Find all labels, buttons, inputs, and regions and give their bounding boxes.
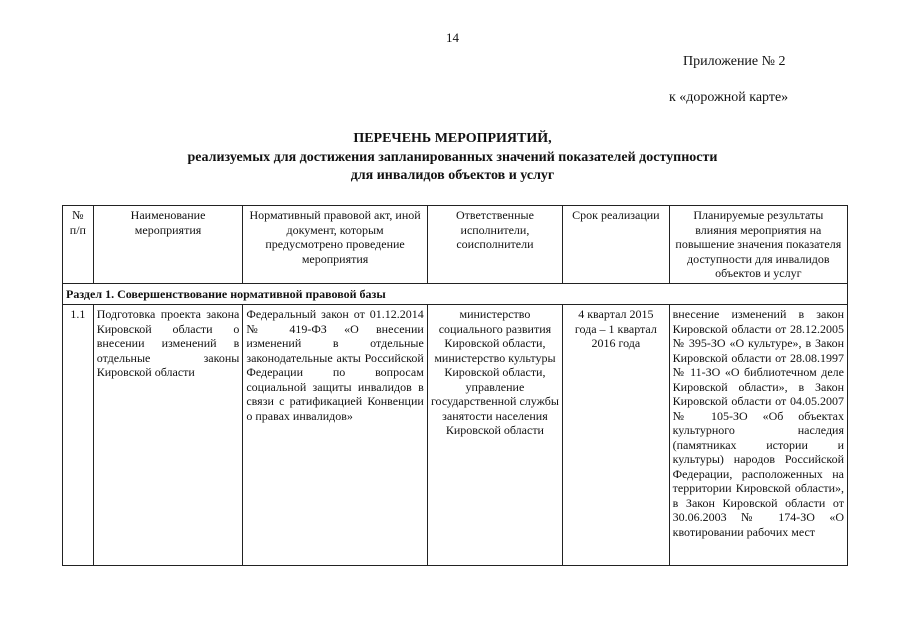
table-header-row <box>63 206 848 284</box>
document-subtitle-line1: реализуемых для достижения запланированных значений показателей доступности <box>187 150 718 165</box>
document-title: ПЕРЕЧЕНЬ МЕРОПРИЯТИЙ, <box>353 131 552 146</box>
header-responsible: Ответственные исполнители, соисполнители <box>427 206 562 284</box>
header-results: Планируемые результаты влияния мероприятия на повышение значения показателя доступности для инвалидов объектов и услуг <box>669 206 847 284</box>
appendix-reference: к «дорожной карте» <box>669 90 789 105</box>
row-number: 1.1 <box>63 305 94 566</box>
measures-table <box>62 205 848 566</box>
header-name: Наименование мероприятия <box>93 206 243 284</box>
appendix-label: Приложение № 2 <box>683 54 786 69</box>
page-number: 14 <box>446 30 459 45</box>
row-name: Подготовка проекта закона Кировской области о внесении изменений в отдельные законы Кировской области <box>93 305 243 566</box>
section-title: Раздел 1. Совершенствование нормативной правовой базы <box>63 283 848 305</box>
section-row <box>63 283 848 305</box>
row-results: внесение изменений в закон Кировской области от 28.12.2005 № 395-ЗО «О культуре», в Закон Кировской области от 28.08.1997 № 11-ЗО «О библиотечном деле Кировской области», в Закон Кировской области от 04.05.2007 № 105-ЗО «Об объектах культурного наследия (памятниках истории и культуры) народов Российской Федерации, расположенных на территории Кировской области», в Закон Кировской области от 30.06.2003 № 174-ЗО «О квотировании рабочих мест <box>669 305 847 566</box>
row-document: Федеральный закон от 01.12.2014 № 419-ФЗ «О внесении изменений в отдельные законодательные акты Российской Федерации по вопросам социальной защиты инвалидов в связи с ратификацией Конвенции о правах инвалидов» <box>243 305 427 566</box>
table-row <box>63 305 848 566</box>
header-deadline: Срок реализации <box>563 206 670 284</box>
row-responsible: министерство социального развития Кировской области, министерство культуры Кировской области, управление государственной службы занятости населения Кировской области <box>427 305 562 566</box>
row-deadline: 4 квартал 2015 года – 1 квартал 2016 года <box>563 305 670 566</box>
header-document: Нормативный правовой акт, иной документ, которым предусмотрено проведение мероприятия <box>243 206 427 284</box>
header-number: № п/п <box>63 206 94 284</box>
document-subtitle-line2: для инвалидов объектов и услуг <box>350 168 555 183</box>
